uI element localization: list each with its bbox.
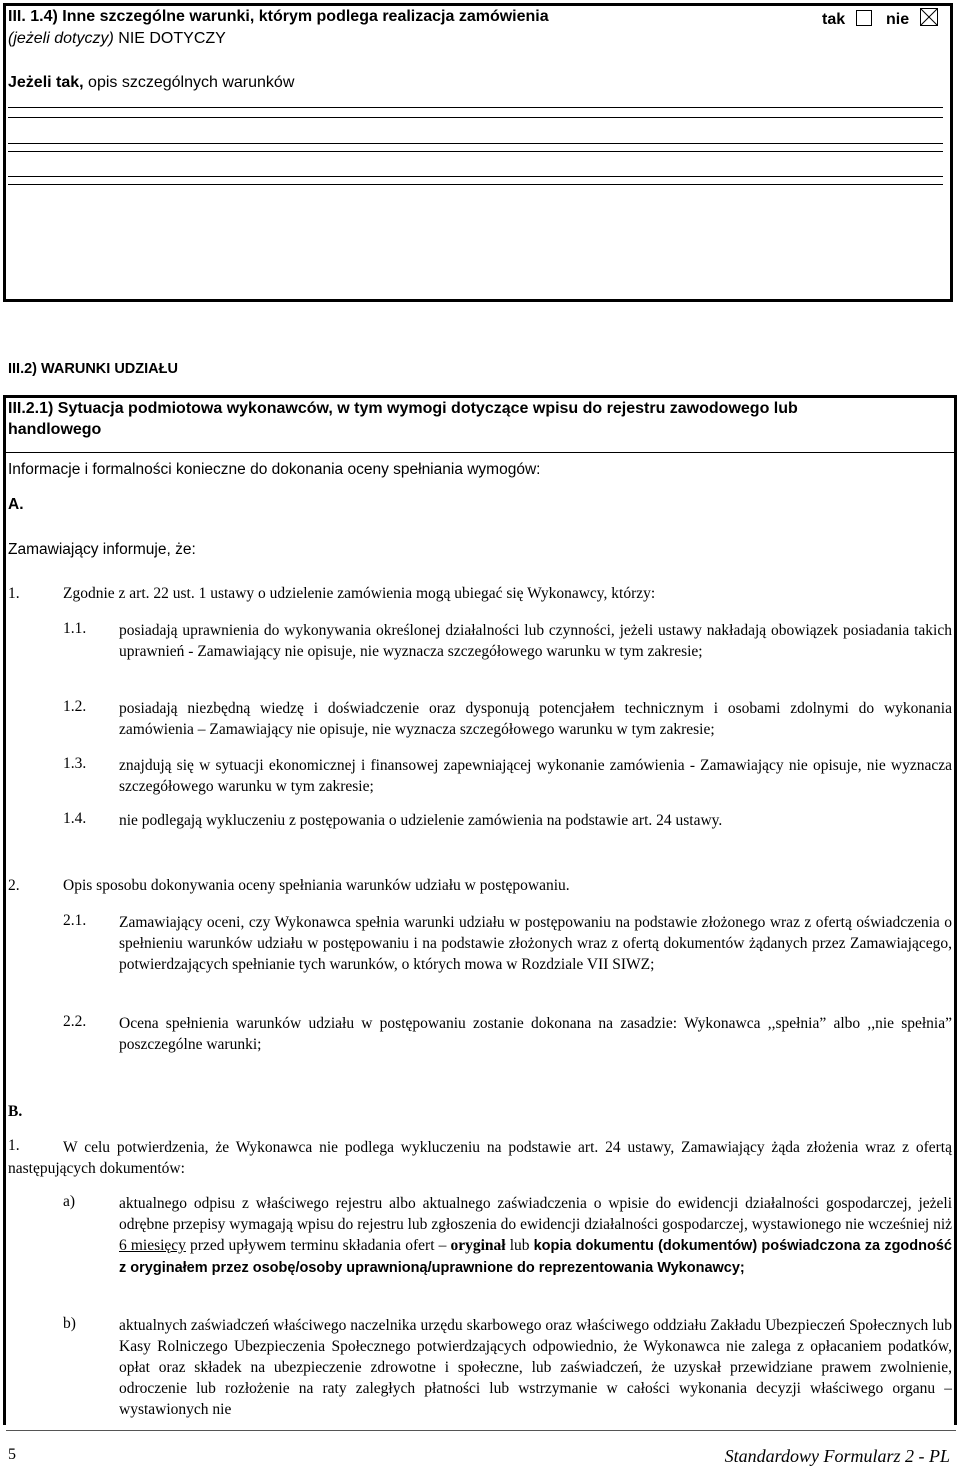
item-a-original: oryginał (450, 1237, 506, 1254)
item-2-2-text: Ocena spełnienia warunków udziału w postępowaniu zostanie dokonana na zasadzie: Wykonawca ,,spełnia” albo ,,nie spełnia” poszczególne warunki; (119, 1015, 952, 1053)
item-1-4-number: 1.4. (63, 810, 87, 827)
p1-number: 1. (8, 585, 20, 602)
form-name: Standardowy Formularz 2 - PL (724, 1446, 950, 1466)
item-1-4-text: nie podlegają wykluczeniu z postępowania o udzielenie zamówienia na podstawie art. 24 ustawy. (119, 812, 723, 829)
item-a-part2: przed upływem terminu składania ofert – (185, 1237, 451, 1254)
section-title: III. 1.4) Inne szczególne warunki, którym podlega realizacja zamówienia (8, 8, 549, 25)
item-a-period: 6 miesięcy (119, 1237, 186, 1254)
conditions-heading: III.2) WARUNKI UDZIAŁU (8, 361, 178, 377)
p1-text: Zgodnie z art. 22 ust. 1 ustawy o udzielenie zamówienia mogą ubiegać się Wykonawcy, którzy: (63, 585, 656, 602)
opis-rest: opis szczególnych warunków (83, 74, 295, 91)
sub-heading-line2: handlowego (8, 421, 102, 438)
item-a-number: a) (63, 1193, 76, 1210)
item-1-3-text: znajdują się w sytuacji ekonomicznej i finansowej zapewniającej wykonanie zamówienia - Zamawiający nie opisuje, nie wyznacza szczegółowego warunku w tym zakresie; (119, 757, 952, 795)
section-subtitle (8, 30, 226, 48)
item-a-certified-copy: kopia dokumentu (dokumentów) poświadczona za zgodność z oryginałem przez osobę/osoby uprawnioną/uprawnione do reprezentowania Wykonawcy; (119, 1238, 952, 1276)
info-line: Informacje i formalności konieczne do dokonania oceny spełniania wymogów: (8, 461, 541, 478)
sub-heading (8, 398, 798, 440)
item-1-1-number: 1.1. (63, 620, 87, 637)
item-1-2-number: 1.2. (63, 698, 87, 715)
p2-number: 2. (8, 877, 20, 894)
item-2-2-number: 2.2. (63, 1013, 87, 1030)
item-1-2-text: posiadają niezbędną wiedzę i doświadczenie oraz dysponują potencjałem technicznym i osobami zdolnymi do wykonania zamówienia – Zamawiający nie opisuje, nie wyznacza szczegółowego warunku w tym zakresie; (119, 700, 952, 738)
opis-bold: Jeżeli tak, (8, 74, 84, 91)
item-1-1-text: posiadają uprawnienia do wykonywania określonej działalności lub czynności, jeżeli ustawy nakładają obowiązek posiadania takich uprawnień - Zamawiający nie opisuje, nie wyznacza szczegółowego warunku w tym zakresie; (119, 622, 952, 660)
item-a-part1: aktualnego odpisu z właściwego rejestru albo aktualnego zaświadczenia o wpisie do ewidencji działalności gospodarczej, jeżeli odrębne przepisy wymagają wpisu do rejestru lub zgłoszenia do ewidencji działalności gospodarczej, wystawionego nie wcześniej niż (119, 1195, 952, 1233)
item-b-text: aktualnych zaświadczeń właściwego naczelnika urzędu skarbowego oraz właściwego oddziału Zakładu Ubezpieczeń Społecznych lub Kasy Rolniczego Ubezpieczenia Społecznego potwierdzających odpowiednio, że Wykonawca nie zalega z opłacaniem podatków, opłat oraz składek na ubezpieczenie zdrowotne i społeczne, lub zaświadczeń, że uzyskał przewidziane prawem zwolnienie, odroczenie lub rozłożenie na raty zaległych płatności lub wstrzymanie w całości wykonania decyzji właściwego organu – wystawionych nie (119, 1317, 952, 1418)
checked-x-icon (921, 9, 937, 25)
item-2-1-text: Zamawiający oceni, czy Wykonawca spełnia warunki udziału w postępowaniu na podstawie złożonego wraz z ofertą oświadczenia o spełnieniu warunków udziału w postępowaniu i na podstawie złożonych wraz z ofertą dokumentów żądanych przez Zamawiającego, potwierdzających spełnianie tych warunków, o których mowa w Rozdziale VII SIWZ; (119, 914, 952, 973)
subtitle-not-applicable: NIE DOTYCZY (113, 30, 226, 47)
nie-checkbox[interactable] (920, 8, 938, 26)
item-a-part3: lub (505, 1237, 534, 1254)
item-1-3-number: 1.3. (63, 755, 87, 772)
nie-label: nie (886, 11, 910, 28)
zamawiajacy-informs: Zamawiający informuje, że: (8, 541, 196, 558)
sub-heading-line1: III.2.1) Sytuacja podmiotowa wykonawców, w tym wymogi dotyczące wpisu do rejestru zawodowego lub (8, 400, 798, 417)
tak-checkbox[interactable] (856, 10, 872, 26)
item-b-number: b) (63, 1315, 76, 1332)
footer-divider (6, 1430, 956, 1431)
label-a: A. (8, 496, 24, 513)
tak-nie-choice (822, 8, 938, 29)
tak-label: tak (822, 11, 846, 28)
label-b: B. (8, 1103, 23, 1120)
conditions-description-label (8, 74, 294, 92)
sub-heading-divider (6, 452, 954, 453)
p2-text: Opis sposobu dokonywania oceny spełniania warunków udziału w postępowaniu. (63, 877, 570, 894)
item-a-text (119, 1193, 952, 1279)
b1-number: 1. (8, 1137, 20, 1154)
page-number: 5 (8, 1446, 16, 1463)
b1-text: W celu potwierdzenia, że Wykonawca nie podlega wykluczeniu na podstawie art. 24 ustawy, Zamawiający żąda złożenia wraz z ofertą następujących dokumentów: (8, 1139, 952, 1177)
item-2-1-number: 2.1. (63, 912, 87, 929)
subtitle-italic: (jeżeli dotyczy) (8, 30, 114, 47)
